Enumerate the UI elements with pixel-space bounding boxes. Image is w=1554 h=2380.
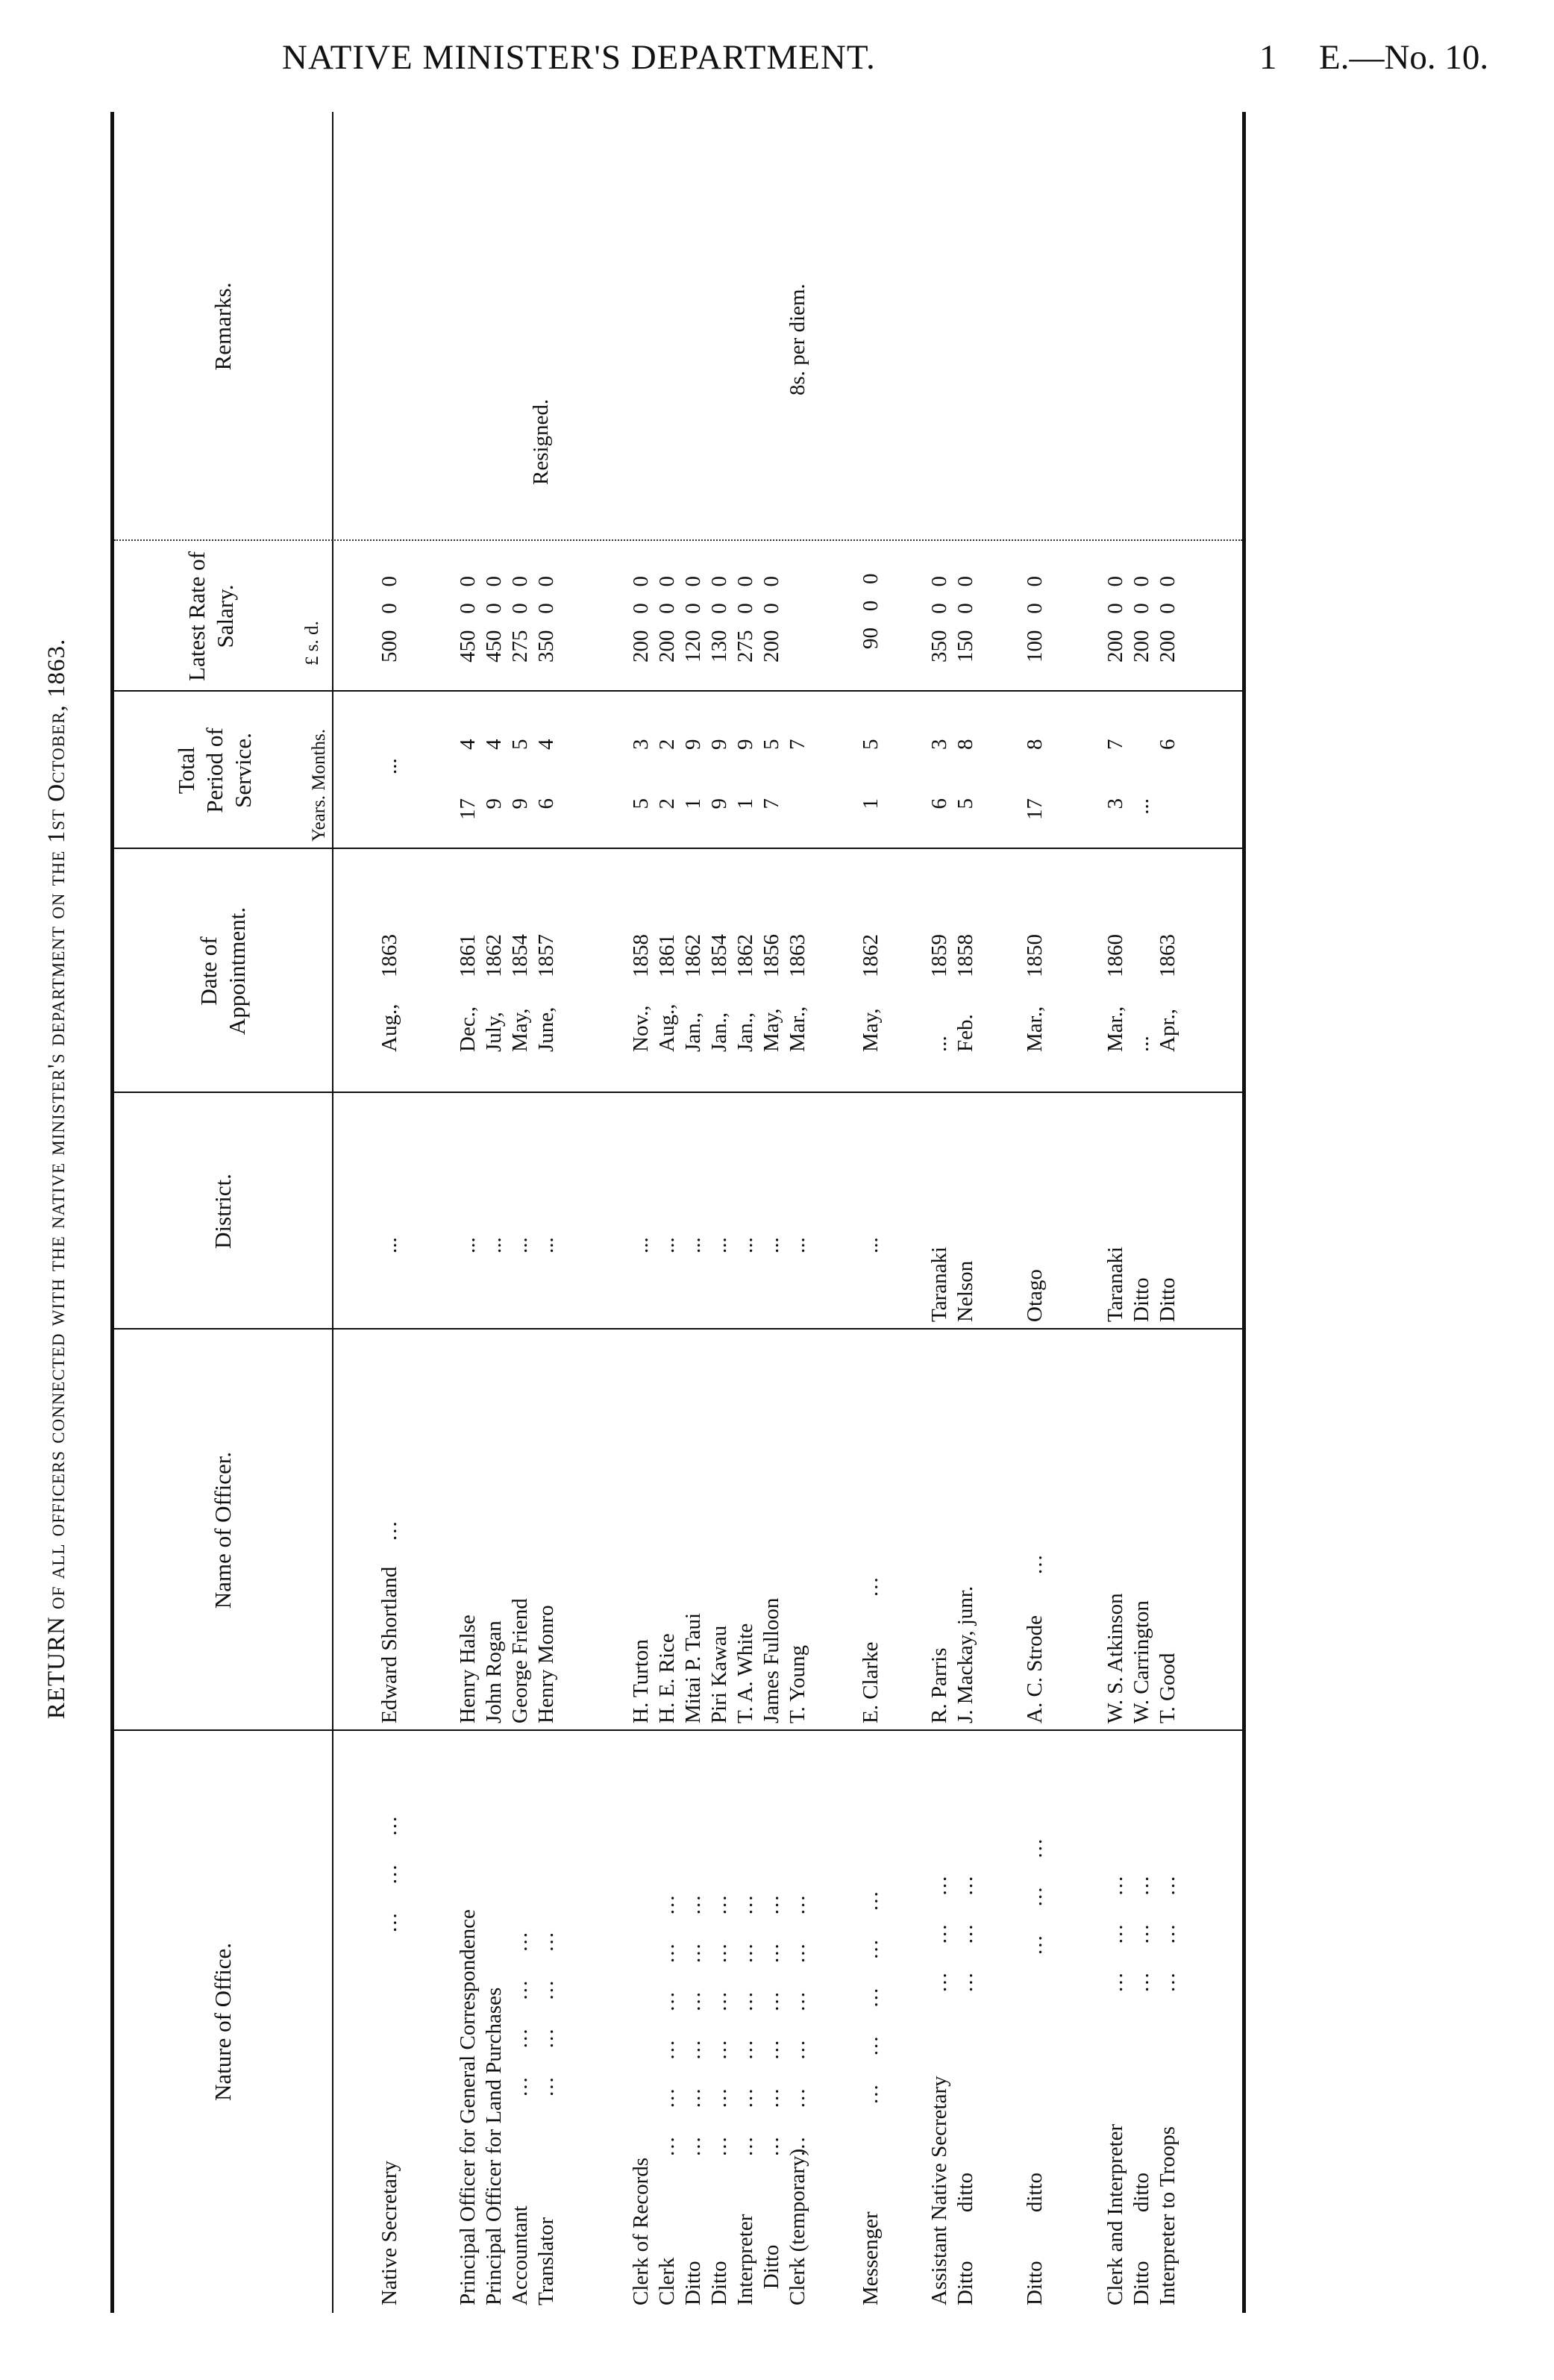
leader-dots: ... ... ... ... ... ... ... ... bbox=[508, 1931, 558, 2096]
officer-name: H. Turton H. E. Rice Mitai P. Taui Piri Kawau T. A. White James Fulloon T. Young bbox=[629, 1597, 809, 1723]
salary: 500 0 0 bbox=[377, 576, 401, 663]
nature-of-office: Clerk and Interpreter Ditto ditto Interpreter to Troops bbox=[1103, 2123, 1179, 2305]
salary: 100 0 0 bbox=[1023, 576, 1047, 663]
appointment-year: 1850 bbox=[1023, 934, 1047, 977]
appointment-month: May, bbox=[859, 1008, 883, 1052]
paper-reference: E.—No. 10. bbox=[1319, 38, 1489, 77]
leader-dots: ... ... ... ... ... ... ... ... ... ... ... ... ... ... ... ... ... ... ... ... ... ... ... ... ... ... ... ... ... ... ... ... ... ... ... ... bbox=[655, 1894, 809, 2156]
header-name-of-officer: Name of Officer. bbox=[210, 1451, 236, 1609]
appointment-year: 1863 bbox=[377, 934, 401, 977]
page-number: 1 bbox=[1259, 38, 1277, 77]
return-table bbox=[0, 37, 1194, 2350]
nature-of-office: Assistant Native Secretary Ditto ditto bbox=[927, 2076, 977, 2305]
header-separator-rule bbox=[332, 112, 333, 2313]
appointment-year: 1861 1862 1854 1857 bbox=[456, 934, 558, 977]
service-years: 17 9 9 6 bbox=[456, 798, 558, 820]
header-nature-of-office: Nature of Office. bbox=[210, 1942, 236, 2102]
service-months: 8 bbox=[1023, 739, 1047, 750]
officer-name: E. Clarke bbox=[859, 1641, 883, 1723]
nature-of-office: Native Secretary bbox=[377, 2160, 401, 2305]
district: Otago bbox=[1023, 1269, 1047, 1322]
header-district: District. bbox=[210, 1174, 236, 1249]
service-months: 4 4 5 4 bbox=[456, 739, 558, 750]
header-remarks: Remarks. bbox=[210, 282, 236, 371]
nature-of-office: Messenger bbox=[859, 2211, 883, 2305]
header-latest-rate-of-salary: Latest Rate of Salary. bbox=[184, 551, 238, 681]
remark: Resigned. bbox=[529, 398, 553, 485]
appointment-month: Mar., bbox=[1023, 1006, 1047, 1052]
leader-dots: ... ... ... ... ... ... bbox=[927, 1874, 977, 1992]
table-bottom-rule bbox=[1242, 112, 1246, 2313]
appointment-month: Aug., bbox=[377, 1003, 401, 1052]
appointment-month: Dec., July, May, June, bbox=[456, 1006, 558, 1052]
service-months: 7 6 bbox=[1103, 739, 1179, 750]
nature-of-office: Principal Officer for General Correspondence Principal Officer for Land Purchases Accountant Translator bbox=[456, 1909, 558, 2305]
header-period-of-service: Total Period of Service. bbox=[173, 727, 256, 813]
table-caption: RETURN of all officers connected with the native minister's department on the 1st October, 1863. bbox=[43, 638, 70, 1720]
appointment-year: 1859 1858 bbox=[927, 934, 977, 977]
header-period-units: Years. Months. bbox=[309, 729, 329, 842]
salary: 450 0 0 450 0 0 275 0 0 350 0 0 bbox=[456, 576, 558, 663]
header-salary-units: £ s. d. bbox=[302, 621, 322, 666]
service-years: 5 2 1 9 1 7 bbox=[629, 798, 783, 809]
district: ... bbox=[377, 1237, 401, 1253]
salary: 90 0 0 bbox=[859, 573, 883, 649]
page-title: NATIVE MINISTER'S DEPARTMENT. bbox=[282, 38, 876, 77]
service-years: 6 5 bbox=[927, 798, 977, 809]
district: ... ... ... ... ... ... ... bbox=[629, 1237, 809, 1253]
header-date-of-appointment: Date of Appointment. bbox=[195, 906, 250, 1036]
leader-dots: ... ... ... bbox=[1023, 1837, 1047, 1955]
appointment-month: Mar., ... Apr., bbox=[1103, 1006, 1179, 1052]
district: ... ... ... ... bbox=[456, 1237, 558, 1253]
leader-dots: ... ... ... ... ... ... ... ... ... bbox=[1103, 1874, 1179, 1992]
nature-of-office: Ditto ditto bbox=[1023, 2172, 1047, 2305]
appointment-month: Nov., Aug., Jan., Jan., Jan., May, Mar., bbox=[629, 1003, 809, 1052]
officer-name: W. S. Atkinson W. Carrington T. Good bbox=[1103, 1593, 1179, 1723]
service-years: 3 ... bbox=[1103, 798, 1153, 815]
service-months: 5 bbox=[859, 739, 883, 750]
salary: 350 0 0 150 0 0 bbox=[927, 576, 977, 663]
nature-of-office: Clerk of Records Clerk Ditto Ditto Interpreter Ditto Clerk (temporary) bbox=[629, 2148, 809, 2305]
leader-dots: ... bbox=[859, 1576, 883, 1597]
district: Taranaki Nelson bbox=[927, 1246, 977, 1322]
service-months: 3 2 9 9 9 5 7 bbox=[629, 739, 809, 750]
officer-name: R. Parris J. Mackay, junr. bbox=[927, 1585, 977, 1723]
officer-name: A. C. Strode bbox=[1023, 1615, 1047, 1723]
appointment-year: 1858 1861 1862 1854 1862 1856 1863 bbox=[629, 934, 809, 977]
district: ... bbox=[859, 1237, 883, 1253]
service-years: 17 bbox=[1023, 798, 1047, 820]
remark: 8s. per diem. bbox=[786, 284, 809, 395]
service-months: ... bbox=[377, 758, 401, 774]
salary: 200 0 0 200 0 0 200 0 0 bbox=[1103, 576, 1179, 663]
service-months: 3 8 bbox=[927, 739, 977, 750]
salary: 200 0 0 200 0 0 120 0 0 130 0 0 275 0 0 200 0 0 bbox=[629, 576, 783, 663]
leader-dots: ... ... ... ... ... bbox=[859, 1890, 883, 2104]
district: Taranaki Ditto Ditto bbox=[1103, 1246, 1179, 1322]
leader-dots: ... ... ... bbox=[377, 1814, 401, 1932]
leader-dots: ... bbox=[377, 1520, 401, 1541]
officer-name: Henry Halse John Rogan George Friend Henry Monro bbox=[456, 1598, 558, 1723]
appointment-year: 1860 1863 bbox=[1103, 934, 1179, 977]
leader-dots: ... bbox=[1023, 1553, 1047, 1574]
appointment-month: ... Feb. bbox=[927, 1014, 977, 1052]
service-years: 1 bbox=[859, 798, 883, 809]
appointment-year: 1862 bbox=[859, 934, 883, 977]
officer-name: Edward Shortland bbox=[377, 1566, 401, 1723]
